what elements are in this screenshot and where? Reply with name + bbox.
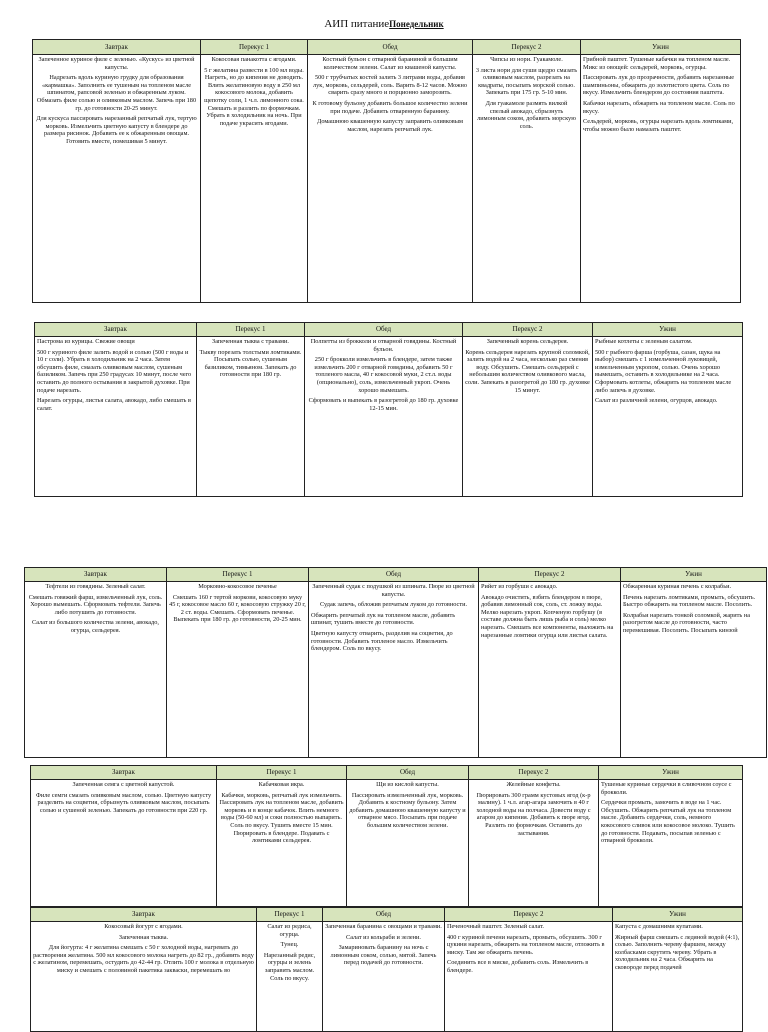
cell-text: Обжарить репчатый лук на топленом масле, добавить шпинат, тушить вместе до готовности.: [311, 611, 456, 627]
header-snack-1: Перекус 1: [197, 323, 305, 337]
title-day: Понедельник: [389, 19, 444, 29]
cell-text: Капуста с домашними купатами.: [615, 923, 703, 930]
snack-1-cell: [167, 582, 309, 758]
cell-text: Пюрировать 300 грамм кустовых ягод (к-р малину). 1 ч.л. агар-агара замочить в 40 г холодной воды на полчаса. Довести воду с агаром до кипения. Добавить к пюре ягод. Разлить по формочкам. Оставить до застывания.: [476, 791, 591, 837]
cell-text: Кабачки нарезать, обжарить на топленом масле. Соль по вкусу.: [583, 99, 735, 115]
cell-text: Тушеные куриные сердечки в сливочном соусе с брокколи.: [601, 781, 732, 796]
cell-text: Жирный фарш смешать с ледяной водой (4:1), солью. Заполнить череву фаршем, между колбасками скрутить череву. Убрать в холодильник на 2 часа. Обжарить на сковороде перед подачей: [615, 933, 740, 971]
cell-text: Морковно-кокосовое печенье: [198, 583, 277, 590]
cell-text: Судак запечь, обложив репчатым луком до готовности.: [319, 601, 468, 609]
lunch-cell: [347, 780, 469, 907]
cell-text: 3 листа нори для суши щедро смазать оливковым маслом, разрезать на квадраты, посыпать морской солью. Запекать при 175 гр. 5-10 мин.: [475, 66, 578, 97]
snack-2-cell: [469, 780, 599, 907]
cell-text: Филе семги смазать оливковым маслом, солью. Цветную капусту разделить на соцветия, сбрызнуть оливковым маслом, посыпать солью и сушеной зеленью. Запекать до готовности при 220 гр.: [35, 791, 212, 814]
cell-text: Для йогурта: 4 г желатина смешать с 50 г холодной воды, нагревать до растворения желатина. 500 мл кокосового молока нагреть до 82 гр., добавить воду с желатином, перемешать, остудить до 42-44 гр. Отлить 100 г молока в отдельную миску и смешать с половиной пакетика закваски, перемешать во: [33, 944, 254, 974]
lunch-cell: [305, 337, 463, 497]
cell-text: Сердечки промыть, замочить в воде на 1 час. Обсушить. Обжарить репчатый лук на топленом масле. Добавить сердечки, соль, немного кокосового сливок или кокосовое молоко. Тушить до готовности. Подавать, посыпав зеленью с отварной брокколи.: [601, 799, 735, 845]
cell-text: Кабачковая икра.: [258, 781, 305, 788]
cell-text: Рийет из горбуши с авокадо.: [481, 583, 558, 590]
snack-2-cell: [473, 55, 581, 303]
cell-text: Домашнюю квашенную капусту заправить оливковым маслом, нарезать репчатый лук.: [317, 118, 463, 133]
breakfast-cell: [33, 55, 201, 303]
dinner-cell: [613, 922, 743, 1032]
cell-text: Нарезанный редис, огурцы и зелень заправить маслом. Соль по вкусу.: [263, 951, 316, 982]
cell-text: Салат из большого количества зелени, авокадо, огурца, сельдерея.: [32, 619, 159, 634]
cell-text: Смешать 160 г тертой моркови, кокосовую муку 45 г, кокосовое масло 60 г, кокосовую стружку 20 г, 2 ст. воды. Смешать. Сформовать печенье. Выпекать при 180 гр. до готовности, 20-25 мин.: [169, 593, 306, 624]
dinner-cell: [599, 780, 743, 907]
cell-text: Печень нарезать ломтиками, промыть, обсушить. Быстро обжарить на топленом масле. Посолить.: [623, 593, 756, 609]
snack-2-cell: [463, 337, 593, 497]
header-breakfast: Завтрак: [33, 40, 201, 55]
cell-text: Надрезать вдоль куриную грудку для образования «кармашка». Заполнить ее тушеным на топленом масле шпинатом, рапсовой зеленью и обжаренным луком. Обмазать филе солью и оливковым маслом. Запечь при 180 гр. до готовности 20-25 минут.: [36, 74, 197, 112]
cell-text: Сельдерей, морковь, огурцы нарезать вдоль ломтиками, чтобы можно было намазать паштет.: [583, 118, 734, 133]
cell-text: Желейные конфеты.: [506, 781, 561, 788]
snack-2-cell: [479, 582, 621, 758]
header-dinner: Ужин: [613, 908, 743, 922]
cell-text: Кокосовый йогурт с ягодами.: [104, 923, 183, 930]
cell-text: Рыбные котлеты с зеленым салатом.: [595, 338, 693, 345]
header-breakfast: Завтрак: [25, 568, 167, 582]
header-dinner: Ужин: [593, 323, 743, 337]
cell-text: Соединить все в миске, добавить соль. Измельчить в блендере.: [447, 959, 589, 974]
lunch-cell: [308, 55, 473, 303]
cell-text: Печеночный паштет. Зеленый салат.: [447, 923, 544, 930]
menu-table-1: [32, 39, 741, 303]
header-snack-2: Перекус 2: [479, 568, 621, 582]
header-snack-2: Перекус 2: [445, 908, 613, 922]
cell-text: Сформовать и выпекать в разогретой до 180 гр. духовке 12-15 мин.: [308, 397, 459, 412]
cell-text: Запеченная баранина с овощами и травами.: [325, 923, 442, 930]
menu-table-3: [24, 567, 767, 758]
menu-table-4: [30, 765, 743, 907]
cell-text: Запеченное куриное филе с зеленью. «Кускус» из цветной капусты.: [38, 56, 195, 71]
breakfast-cell: [31, 780, 217, 907]
header-breakfast: Завтрак: [31, 908, 257, 922]
header-snack-1: Перекус 1: [217, 766, 347, 780]
cell-text: Кокосовая панакотта с ягодами.: [211, 56, 297, 63]
cell-text: Тыкву порезать толстыми ломтиками. Посыпать солью, сушеным базиликом, тимьяном. Запекать до готовности при 180 гр.: [199, 348, 302, 379]
cell-text: Салат из кольраби и зелени.: [346, 933, 421, 941]
cell-text: Колрабьи нарезать тонкой соломкой, жарить на разогретом масле до готовности, часто перемешивая. Посолить. Посыпать кинзой: [623, 611, 751, 634]
cell-text: Замариновать баранину на ночь с лимонным соком, солью, мятой. Запечь перед подачей до готовности.: [330, 944, 437, 967]
header-dinner: Ужин: [581, 40, 741, 55]
header-breakfast: Завтрак: [31, 766, 217, 780]
header-lunch: Обед: [347, 766, 469, 780]
cell-text: Для кускуса пассировать нарезанный репчатый лук, тертую морковь. Измельчить цветную капусту в блендере до размера рисинок. Добавить ее к обжаренным овощам. Готовить вместе, помешивая 5 минут.: [36, 115, 197, 145]
snack-1-cell: [201, 55, 308, 303]
cell-text: Запеченный судак с подушкой из шпината. Пюре из цветной капусты.: [312, 583, 475, 598]
menu-table-5: [30, 907, 743, 1032]
header-snack-2: Перекус 2: [473, 40, 581, 55]
snack-1-cell: [197, 337, 305, 497]
cell-text: 500 г трубчатых костей залить 3 литрами воды, добавив лук, морковь, сельдерей, соль. Варить 8-12 часов. Можно сварить сразу много и порционно заморозить.: [313, 74, 467, 97]
cell-text: 5 г желатина развести в 100 мл воды. Нагреть, но до кипения не доводить. Влить желатиновую воду в 250 мл кокосового молока, добавить щепотку соли, 1 ч.л. лимонного сока. Смешать и разлить по формочкам. Убрать в холодильник на ночь. При подаче украсить ягодами.: [204, 66, 304, 127]
header-snack-1: Перекус 1: [257, 908, 323, 922]
cell-text: Салат из редиса, огурца.: [267, 923, 312, 938]
cell-text: Тефтели из говядины. Зеленый салат.: [45, 583, 146, 590]
header-lunch: Обед: [323, 908, 445, 922]
cell-text: Кабачки, морковь, репчатый лук измельчить. Пассировать лук на топленом масле, добавить морковь и в конце кабачок. Влить немного воды (50-60 мл) и соки полностью выпарить. Соль по вкусу. Тушить вместе 15 мин. Пюрировать в блендере. Подавать с ломтиками сельдерея.: [219, 791, 344, 845]
breakfast-cell: [31, 922, 257, 1032]
cell-text: Пассировать лук до прозрачности, добавить нарезанные шампиньоны, обжарить до золотистого цвета. Соль по вкусу. Измельчить блендером до состояния паштета.: [583, 74, 735, 97]
cell-text: Запеченная тыква.: [118, 933, 169, 941]
header-lunch: Обед: [309, 568, 479, 582]
header-breakfast: Завтрак: [35, 323, 197, 337]
cell-text: Тунец.: [280, 941, 299, 949]
header-lunch: Обед: [305, 323, 463, 337]
cell-text: Запеченный корень сельдерея.: [486, 338, 569, 345]
cell-text: Для гуакамоле размять вилкой спелый авокадо, сбрызнуть лимонным соком, добавить морскую соль.: [477, 99, 576, 130]
cell-text: 500 г куриного филе залить водой и солью (500 г воды и 10 г соли). Убрать в холодильник на 2 часа. Затем обсушить филе, смазать оливковым маслом, сушеным базиликом. Запечь при 250 градусах 10 минут, после чего оставить до полного остывания в закрытой духовке. При подаче нарезать.: [37, 348, 192, 394]
header-snack-1: Перекус 1: [167, 568, 309, 582]
header-snack-1: Перекус 1: [201, 40, 308, 55]
cell-text: 400 г куриной печени нарезать, промыть, обсушить. 300 г цукини нарезать, обжарить на топленом масле, отложить в миску. Там же обжарить печень.: [447, 933, 605, 956]
header-snack-2: Перекус 2: [469, 766, 599, 780]
cell-text: Запеченная тыква с травами.: [212, 338, 289, 345]
cell-text: Щи из кислой капусты.: [376, 781, 439, 788]
cell-text: К готовому бульону добавить большое количество зелени при подаче. Добавить отваренную баранину.: [312, 99, 468, 115]
dinner-cell: [593, 337, 743, 497]
cell-text: Салат из различной зелени, огурцов, авокадо.: [595, 397, 718, 405]
lunch-cell: [323, 922, 445, 1032]
breakfast-cell: [25, 582, 167, 758]
dinner-cell: [621, 582, 767, 758]
header-snack-2: Перекус 2: [463, 323, 593, 337]
cell-text: Грибной паштет. Тушеные кабачки на топленом масле. Микс из овощей: сельдерей, морковь, огурцы.: [583, 56, 731, 71]
cell-text: Костный бульон с отварной бараниной и большим количеством зелени. Салат из квашеной капусты.: [322, 56, 458, 71]
header-dinner: Ужин: [599, 766, 743, 780]
cell-text: Смешать говяжий фарш, измельченный лук, соль. Хорошо вымешать. Сформовать тефтели. Запечь либо потушить до готовности.: [28, 593, 163, 616]
cell-text: Авокадо очистить, взбить блендером в пюре, добавив лимонный сок, соль, ст. ложку воды. Мелко нарезать укроп. Копченую горбушу (в составе должна быть лишь рыба и соль) мелко нарезать. Смешать все компоненты, выложить на нарезанные ломтики огурца или листья салата.: [481, 593, 614, 639]
cell-text: Пассировать измельченный лук, морковь. Добавить к костному бульону. Затем добавить домашнюю квашенную капусту и отварное мясо. Посыпать при подаче большим количеством зелени.: [349, 791, 466, 829]
title-text: АИП питание: [324, 18, 390, 30]
header-dinner: Ужин: [621, 568, 767, 582]
cell-text: 250 г брокколи измельчить в блендере, затем также измельчить 200 г отварной говядины, добавить 50 г топленого масла, 40 г кокосовой муки, 2 ст.л. воды (опционально), соль, измельченный укроп. Очень хорошо вымешать.: [314, 356, 453, 394]
cell-text: Обжаренная куриная печень с колрабьи.: [623, 583, 732, 590]
cell-text: Полпетты из брокколи и отварной говядины. Костный бульон.: [310, 338, 457, 353]
cell-text: Чипсы из нори. Гуакамоле.: [490, 56, 563, 63]
dinner-cell: [581, 55, 741, 303]
cell-text: Цветную капусту отварить, разделив на соцветия, до готовности. Добавить топленое масло. Измельчить блендером. Соль по вкусу.: [311, 629, 453, 653]
header-lunch: Обед: [308, 40, 473, 55]
menu-table-2: [34, 322, 743, 497]
snack-1-cell: [217, 780, 347, 907]
cell-text: Нарезать огурцы, листья салата, авокадо, либо смешать в салат.: [37, 397, 191, 412]
lunch-cell: [309, 582, 479, 758]
cell-text: Запеченная семга с цветной капустой.: [72, 781, 175, 788]
cell-text: Пастрома из курицы. Свежие овощи: [37, 338, 135, 345]
page-title: [0, 18, 768, 30]
cell-text: 500 г рыбного фарша (горбуша, сазан, щука на выбор) смешать с 1 измельченной луковицей, измельченным укропом, солью. Очень хорошо вымешать, оставить в холодильнике на 2 часа. Сформовать котлеты, обжарить на топленом масле либо запечь в духовке.: [595, 348, 732, 394]
cell-text: Корень сельдерея нарезать крупной соломкой, залить водой на 2 часа, несколько раз сменив воду. Обсушить. Смешать сельдерей с небольшим количеством оливкового масла, соли. Запекать в разогретой до 180 гр. духовке 15 минут.: [465, 348, 590, 394]
snack-1-cell: [257, 922, 323, 1032]
breakfast-cell: [35, 337, 197, 497]
snack-2-cell: [445, 922, 613, 1032]
